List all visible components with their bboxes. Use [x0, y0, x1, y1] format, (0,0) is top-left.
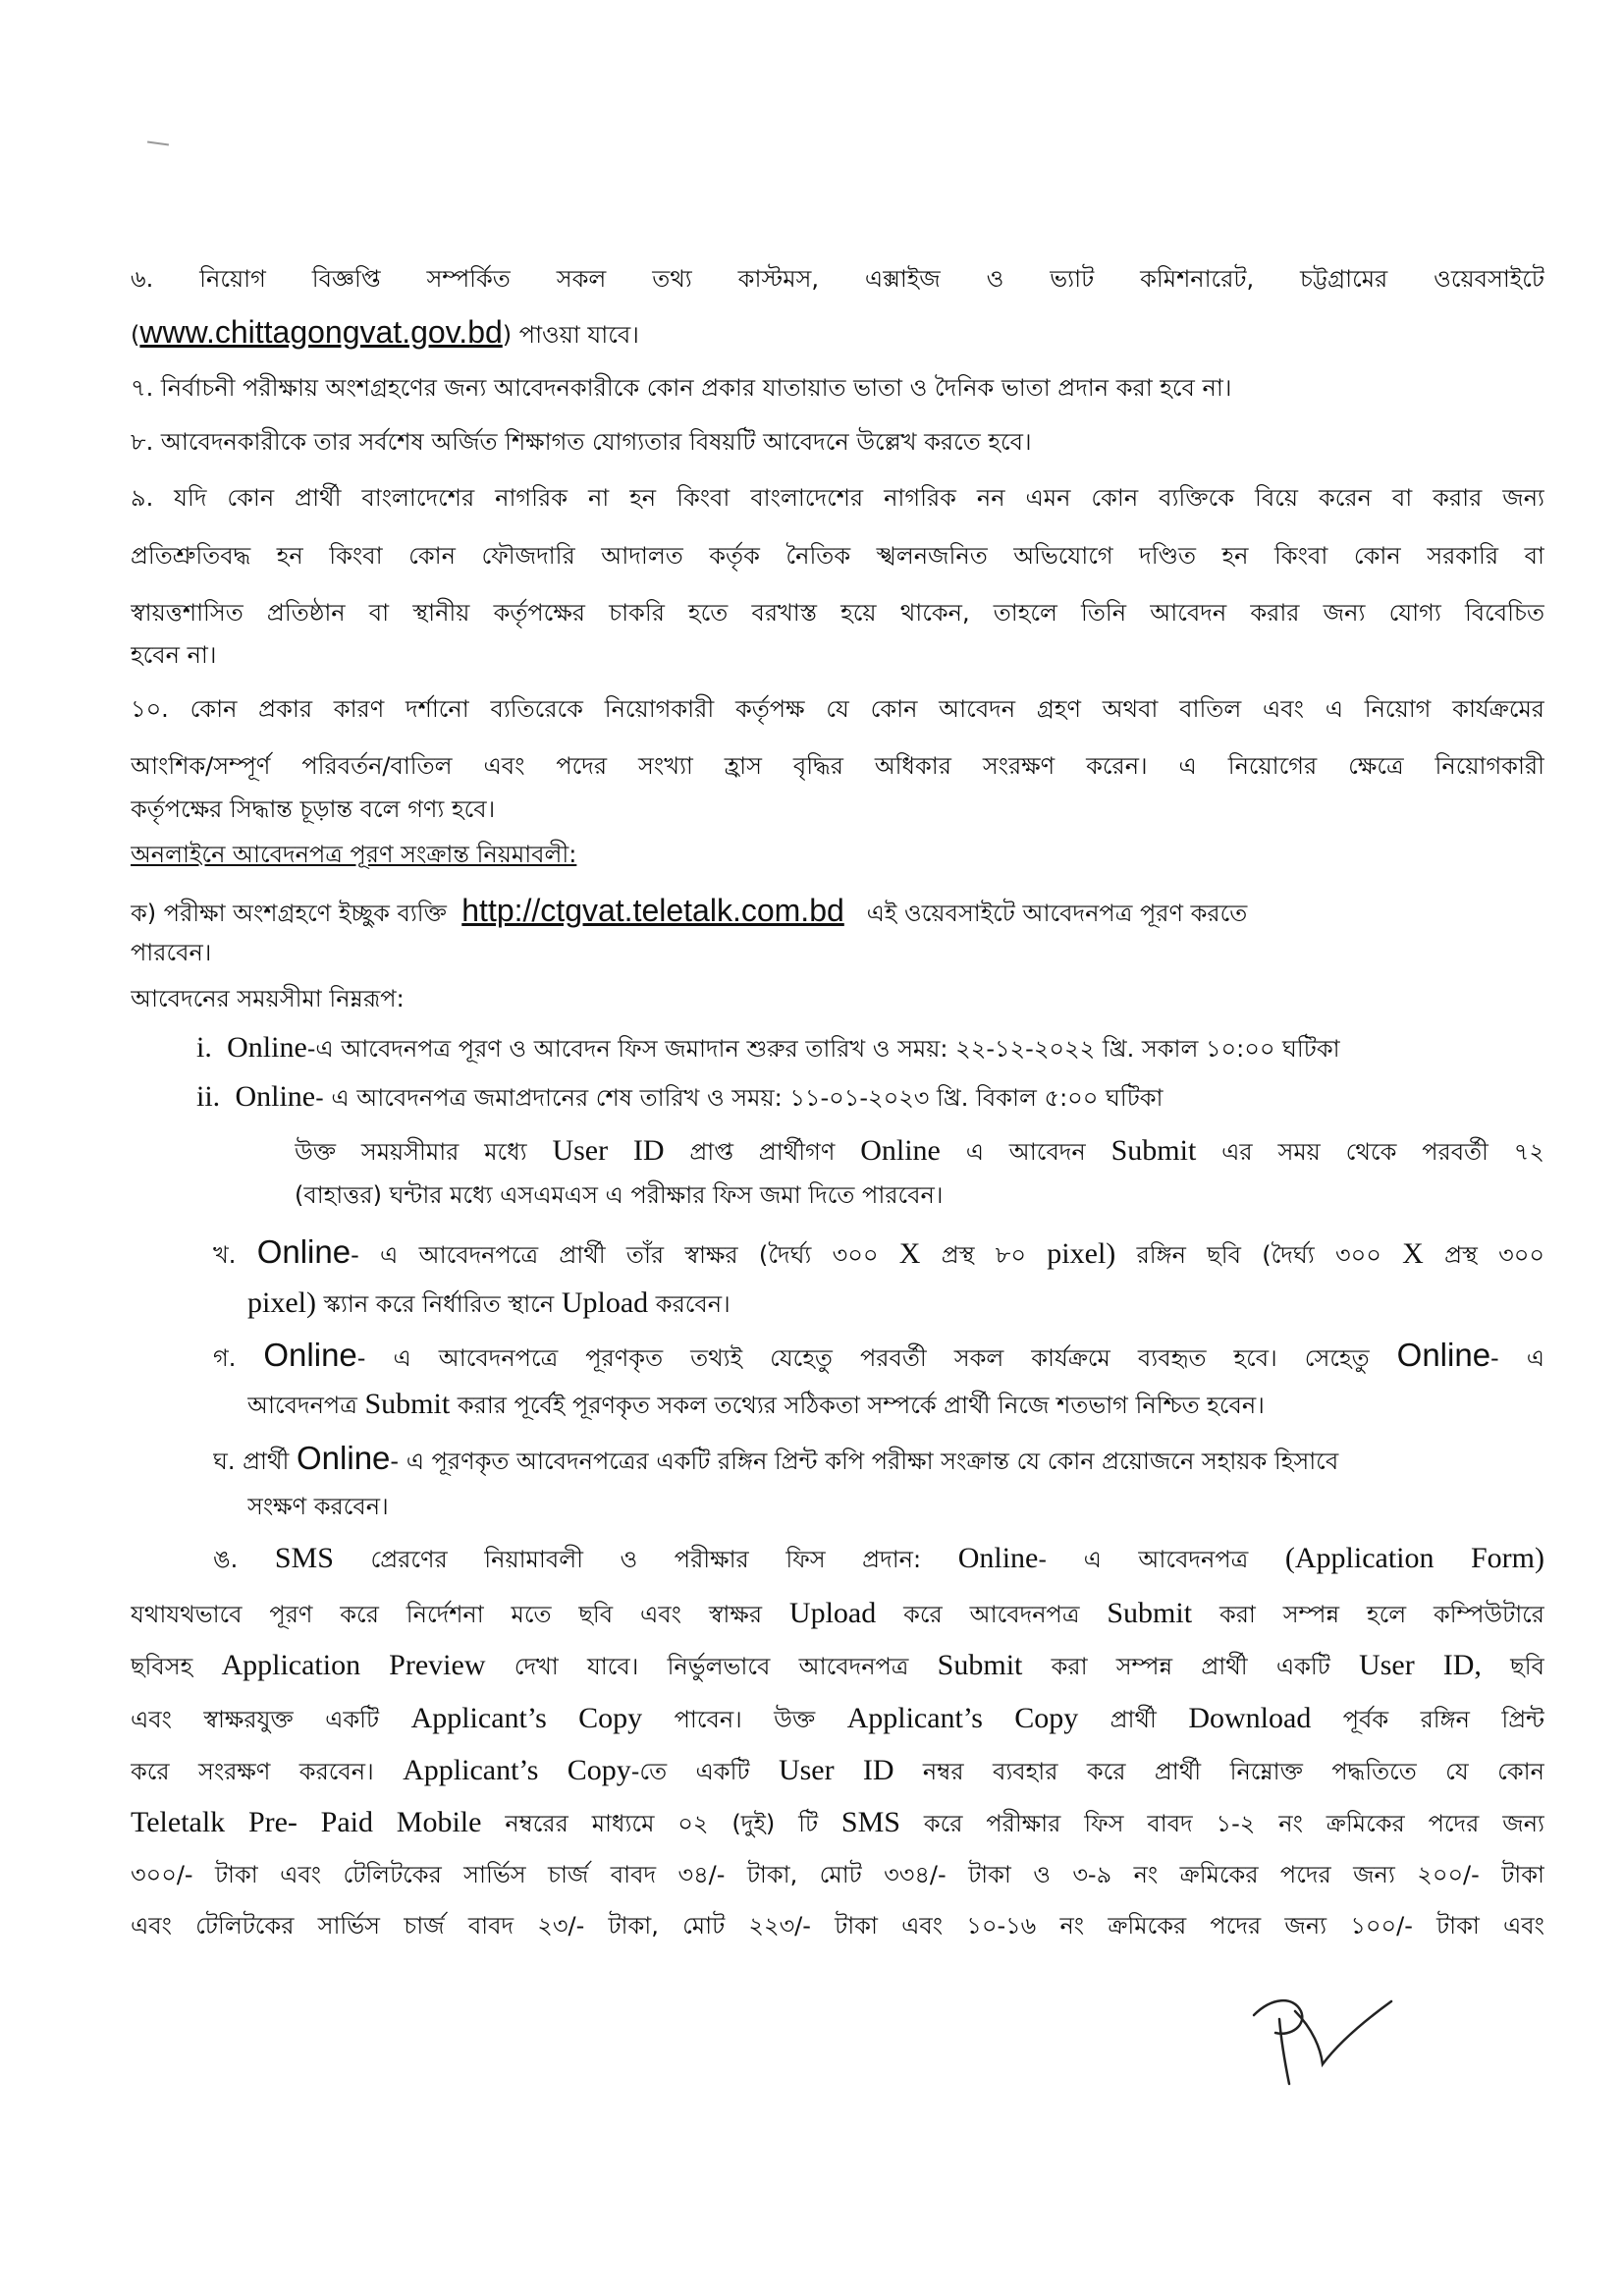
signature-stroke-2: [1279, 2019, 1289, 2084]
rule-ga-line-1: গ. Online- এ আবেদনপত্রে পূরণকৃত তথ্যই যেহেতু পরবর্তী সকল কার্যক্রমে ব্যবহৃত হবে। সেহেতু Online- এ: [213, 1339, 1544, 1373]
rule-uma-line-2: যথাযথভাবে পূরণ করে নির্দেশনা মতে ছবি এবং স্বাক্ষর Upload করে আবেদনপত্র Submit করা সম্পন্ন হলে কম্পিউটারে: [131, 1597, 1544, 1629]
item-7: ৭. নির্বাচনী পরীক্ষায় অংশগ্রহণের জন্য আবেদনকারীকে কোন প্রকার যাতায়াত ভাতা ও দৈনিক ভাতা প্রদান করা হবে না।: [131, 374, 1232, 402]
rule-uma-line-5: করে সংরক্ষণ করবেন। Applicant’s Copy-তে একটি User ID নম্বর ব্যবহার করে প্রার্থী নিম্নোক্ত পদ্ধতিতে যে কোন: [131, 1754, 1544, 1786]
rule-uma-line-7: ৩০০/- টাকা এবং টেলিটকের সার্ভিস চার্জ বাবদ ৩৪/- টাকা, মোট ৩৩৪/- টাকা ও ৩-৯ নং ক্রমিকের পদের জন্য ২০০/- টাকা: [131, 1861, 1544, 1888]
deadline-heading: আবেদনের সময়সীমা নিম্নরূপ:: [131, 985, 405, 1012]
rule-gha-line-1: ঘ. প্রার্থী Online- এ পূরণকৃত আবেদনপত্রের একটি রঙ্গিন প্রিন্ট কপি পরীক্ষা সংক্রান্ত যে কোন প্রয়োজনে সহায়ক হিসাবে: [213, 1442, 1339, 1476]
rule-uma-line-1: ঙ. SMS প্রেরণের নিয়ামাবলী ও পরীক্ষার ফিস প্রদান: Online- এ আবেদনপত্র (Application Form): [213, 1542, 1544, 1574]
rule-uma-line-4: এবং স্বাক্ষরযুক্ত একটি Applicant’s Copy পাবেন। উক্ত Applicant’s Copy প্রার্থী Download পূর্বক রঙ্গিন প্রিন্ট: [131, 1702, 1544, 1734]
deadline-end: ii. Online- এ আবেদনপত্র জমাপ্রদানের শেষ তারিখ ও সময়: ১১-০১-২০২৩ খ্রি. বিকাল ৫:০০ ঘটিকা: [196, 1080, 1164, 1113]
item-10-line-2: আংশিক/সম্পূর্ণ পরিবর্তন/বাতিল এবং পদের সংখ্যা হ্রাস বৃদ্ধির অধিকার সংরক্ষণ করেন। এ নিয়োগের ক্ষেত্রে নিয়োগকারী: [131, 752, 1544, 780]
sms-window-line-2: (বাহাত্তর) ঘন্টার মধ্যে এসএমএস এ পরীক্ষার ফিস জমা দিতে পারবেন।: [295, 1181, 944, 1209]
online-rules-heading: অনলাইনে আবেদনপত্র পূরণ সংক্রান্ত নিয়মাবলী:: [131, 841, 577, 868]
item-6-line-2: (www.chittagongvat.gov.bd) পাওয়া যাবে।: [131, 315, 639, 350]
item-9-line-1: ৯. যদি কোন প্রার্থী বাংলাদেশের নাগরিক না হন কিংবা বাংলাদেশের নাগরিক নন এমন কোন ব্যক্তিকে বিয়ে করেন বা করার জন্য: [131, 484, 1544, 512]
signature-initials: [1232, 1954, 1409, 2102]
item-6-line-1: ৬. নিয়োগ বিজ্ঞপ্তি সম্পর্কিত সকল তথ্য কাস্টমস, এক্সাইজ ও ভ্যাট কমিশনারেট, চট্টগ্রামের ওয়েবসাইটে: [131, 265, 1544, 293]
rule-uma-line-8: এবং টেলিটকের সার্ভিস চার্জ বাবদ ২৩/- টাকা, মোট ২২৩/- টাকা এবং ১০-১৬ নং ক্রমিকের পদের জন্য ১০০/- টাকা এবং: [131, 1912, 1544, 1940]
rule-uma-line-3: ছবিসহ Application Preview দেখা যাবে। নির্ভুলভাবে আবেদনপত্র Submit করা সম্পন্ন প্রার্থী একটি User ID, ছবি: [131, 1649, 1544, 1681]
rule-kha-line-1: খ. Online- এ আবেদনপত্রে প্রার্থী তাঁর স্বাক্ষর (দৈর্ঘ্য ৩০০ X প্রস্থ ৮০ pixel) রঙ্গিন ছবি (দৈর্ঘ্য ৩০০ X প্রস্থ ৩০০: [213, 1235, 1544, 1270]
item-9-line-3: স্বায়ত্তশাসিত প্রতিষ্ঠান বা স্থানীয় কর্তৃপক্ষের চাকরি হতে বরখাস্ত হয়ে থাকেন, তাহলে তিনি আবেদন করার জন্য যোগ্য বিবেচিত: [131, 599, 1544, 627]
rule-ga-line-2: আবেদনপত্র Submit করার পূর্বেই পূরণকৃত সকল তথ্যের সঠিকতা সম্পর্কে প্রার্থী নিজে শতভাগ নিশ্চিত হবেন।: [247, 1388, 1265, 1420]
page-mark: [147, 140, 169, 145]
deadline-start: i. Online-এ আবেদনপত্র পূরণ ও আবেদন ফিস জমাদান শুরুর তারিখ ও সময়: ২২-১২-২০২২ খ্রি. সকাল ১০:০০ ঘটিকা: [196, 1031, 1340, 1064]
rule-uma-line-6: Teletalk Pre- Paid Mobile নম্বরের মাধ্যমে ০২ (দুই) টি SMS করে পরীক্ষার ফিস বাবদ ১-২ নং ক্রমিকের পদের জন্য: [131, 1806, 1544, 1838]
signature-stroke-3: [1295, 2001, 1391, 2064]
signature-stroke-1: [1254, 2000, 1302, 2034]
item-10-line-3: কর্তৃপক্ষের সিদ্ধান্ত চূড়ান্ত বলে গণ্য হবে।: [131, 795, 496, 823]
item-9-line-4: হবেন না।: [131, 641, 217, 669]
sms-window-line-1: উক্ত সময়সীমার মধ্যে User ID প্রাপ্ত প্রার্থীগণ Online এ আবেদন Submit এর সময় থেকে পরবর্তী ৭২: [295, 1134, 1544, 1167]
rule-kha-line-2: pixel) স্ক্যান করে নির্ধারিত স্থানে Upload করবেন।: [247, 1286, 731, 1319]
website-link[interactable]: www.chittagongvat.gov.bd: [139, 315, 503, 350]
rule-ka-line-2: পারবেন।: [131, 939, 212, 966]
item-10-line-1: ১০. কোন প্রকার কারণ দর্শানো ব্যতিরেকে নিয়োগকারী কর্তৃপক্ষ যে কোন আবেদন গ্রহণ অথবা বাতিল এবং এ নিয়োগ কার্যক্রমের: [131, 695, 1544, 723]
teletalk-link[interactable]: http://ctgvat.teletalk.com.bd: [461, 894, 844, 928]
item-9-line-2: প্রতিশ্রুতিবদ্ধ হন কিংবা কোন ফৌজদারি আদালত কর্তৃক নৈতিক স্খলনজনিত অভিযোগে দণ্ডিত হন কিংবা কোন সরকারি বা: [131, 542, 1544, 570]
item-8: ৮. আবেদনকারীকে তার সর্বশেষ অর্জিত শিক্ষাগত যোগ্যতার বিষয়টি আবেদনে উল্লেখ করতে হবে।: [131, 428, 1032, 456]
rule-gha-line-2: সংক্ষণ করবেন।: [247, 1493, 389, 1520]
rule-ka-line-1: ক) পরীক্ষা অংশগ্রহণে ইচ্ছুক ব্যক্তি http://ctgvat.teletalk.com.bd এই ওয়েবসাইটে আবেদনপত্র পূরণ করতে: [131, 894, 1248, 928]
